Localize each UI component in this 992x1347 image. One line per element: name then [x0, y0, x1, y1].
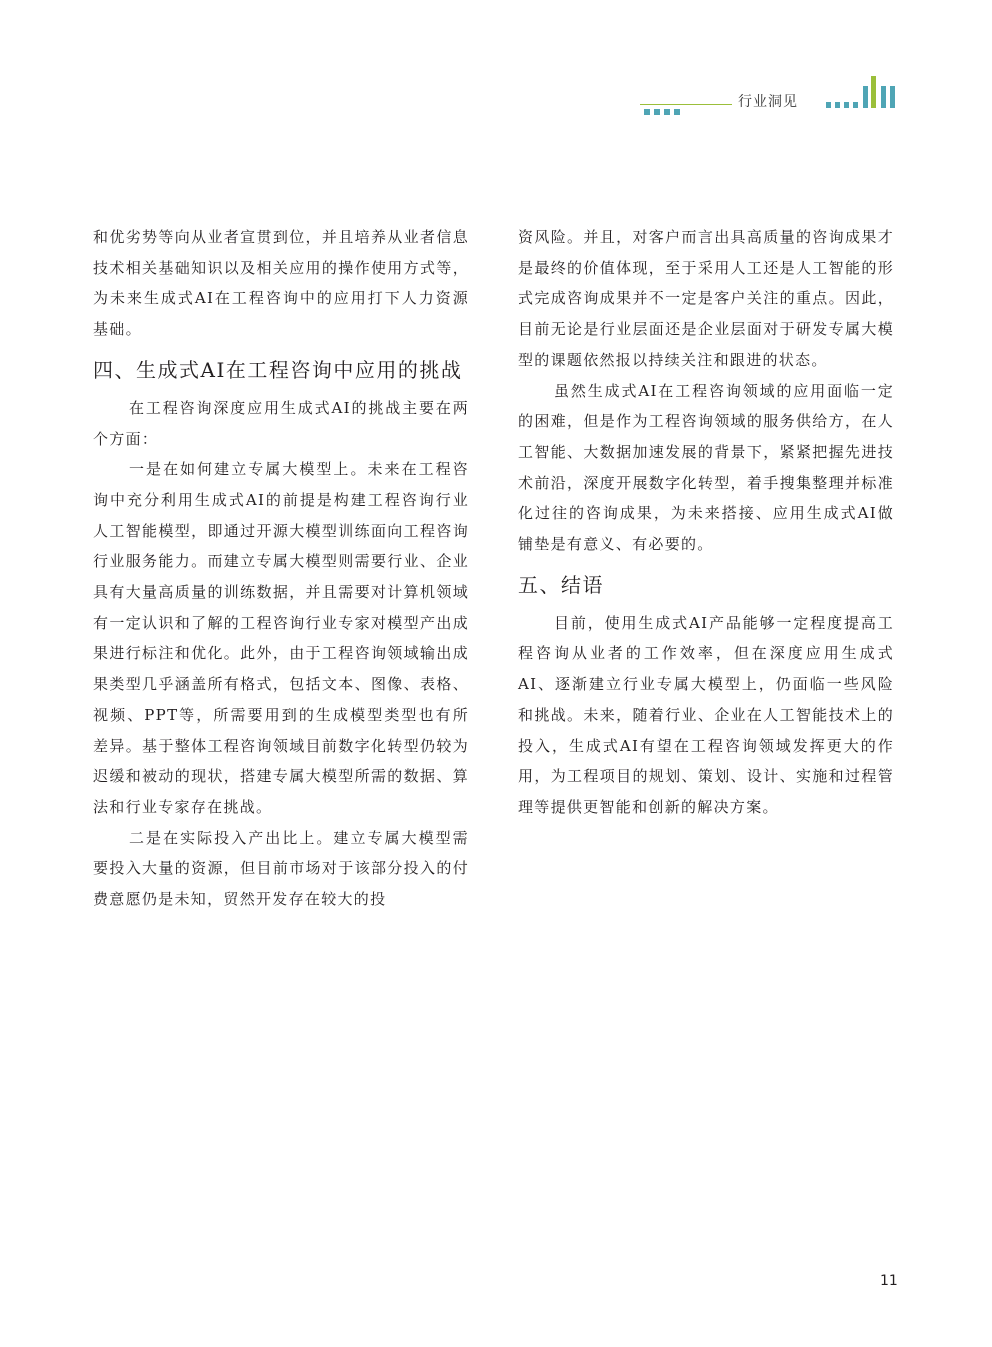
header-decoration: [0, 0, 992, 130]
header-rule: [640, 104, 732, 105]
deco-square: [644, 109, 650, 115]
paragraph: 目前，使用生成式AI产品能够一定程度提高工程咨询从业者的工作效率，但在深度应用生成式AI、逐渐建立行业专属大模型上，仍面临一些风险和挑战。未来，随着行业、企业在人工智能技术上的投入，生成式AI有望在工程咨询领域发挥更大的作用，为工程项目的规划、策划、设计、实施和过程管理等提供更智能和创新的解决方案。: [518, 613, 894, 816]
paragraph: 和优劣势等向从业者宣贯到位，并且培养从业者信息技术相关基础知识以及相关应用的操作使用方式等，为未来生成式AI在工程咨询中的应用打下人力资源基础。: [93, 228, 469, 339]
paragraph: 一是在如何建立专属大模型上。未来在工程咨询中充分利用生成式AI的前提是构建工程咨询行业人工智能模型，即通过开源大模型训练面向工程咨询行业服务能力。而建立专属大模型则需要行业、企业具有大量高质量的训练数据，并且需要对计算机领域有一定认识和了解的工程咨询行业专家对模型产出成果进行标注和优化。此外，由于工程咨询领域输出成果类型几乎涵盖所有格式，包括文本、图像、表格、视频、PPT等，所需要用到的生成模型类型也有所差异。基于整体工程咨询领域目前数字化转型仍较为迟缓和被动的现状，搭建专属大模型所需的数据、算法和行业专家存在挑战。: [93, 460, 469, 816]
deco-square: [674, 109, 680, 115]
section-heading: 五、结语: [518, 572, 604, 597]
paragraph: 资风险。并且，对客户而言出具高质量的咨询成果才是最终的价值体现，至于采用人工还是人工智能的形式完成咨询成果并不一定是客户关注的重点。因此，目前无论是行业层面还是企业层面对于研发专属大模型的课题依然报以持续关注和跟进的状态。: [518, 228, 894, 369]
page-number: 11: [880, 1273, 898, 1289]
section-heading: 四、生成式AI在工程咨询中应用的挑战: [93, 357, 463, 382]
section-label: 行业洞见: [738, 94, 798, 110]
deco-square: [654, 109, 660, 115]
left-column: [93, 222, 469, 915]
paragraph: 虽然生成式AI在工程咨询领域的应用面临一定的困难，但是作为工程咨询领域的服务供给方，在人工智能、大数据加速发展的背景下，紧紧把握先进技术前沿，深度开展数字化转型，着手搜集整理并标准化过往的咨询成果，为未来搭接、应用生成式AI做铺垫是有意义、有必要的。: [518, 381, 894, 554]
paragraph: 二是在实际投入产出比上。建立专属大模型需要投入大量的资源，但目前市场对于该部分投入的付费意愿仍是未知，贸然开发存在较大的投: [93, 828, 469, 909]
paragraph: 在工程咨询深度应用生成式AI的挑战主要在两个方面：: [93, 398, 469, 448]
bar-chart-logo-icon: [826, 76, 896, 108]
right-column: [518, 222, 894, 823]
deco-square: [664, 109, 670, 115]
